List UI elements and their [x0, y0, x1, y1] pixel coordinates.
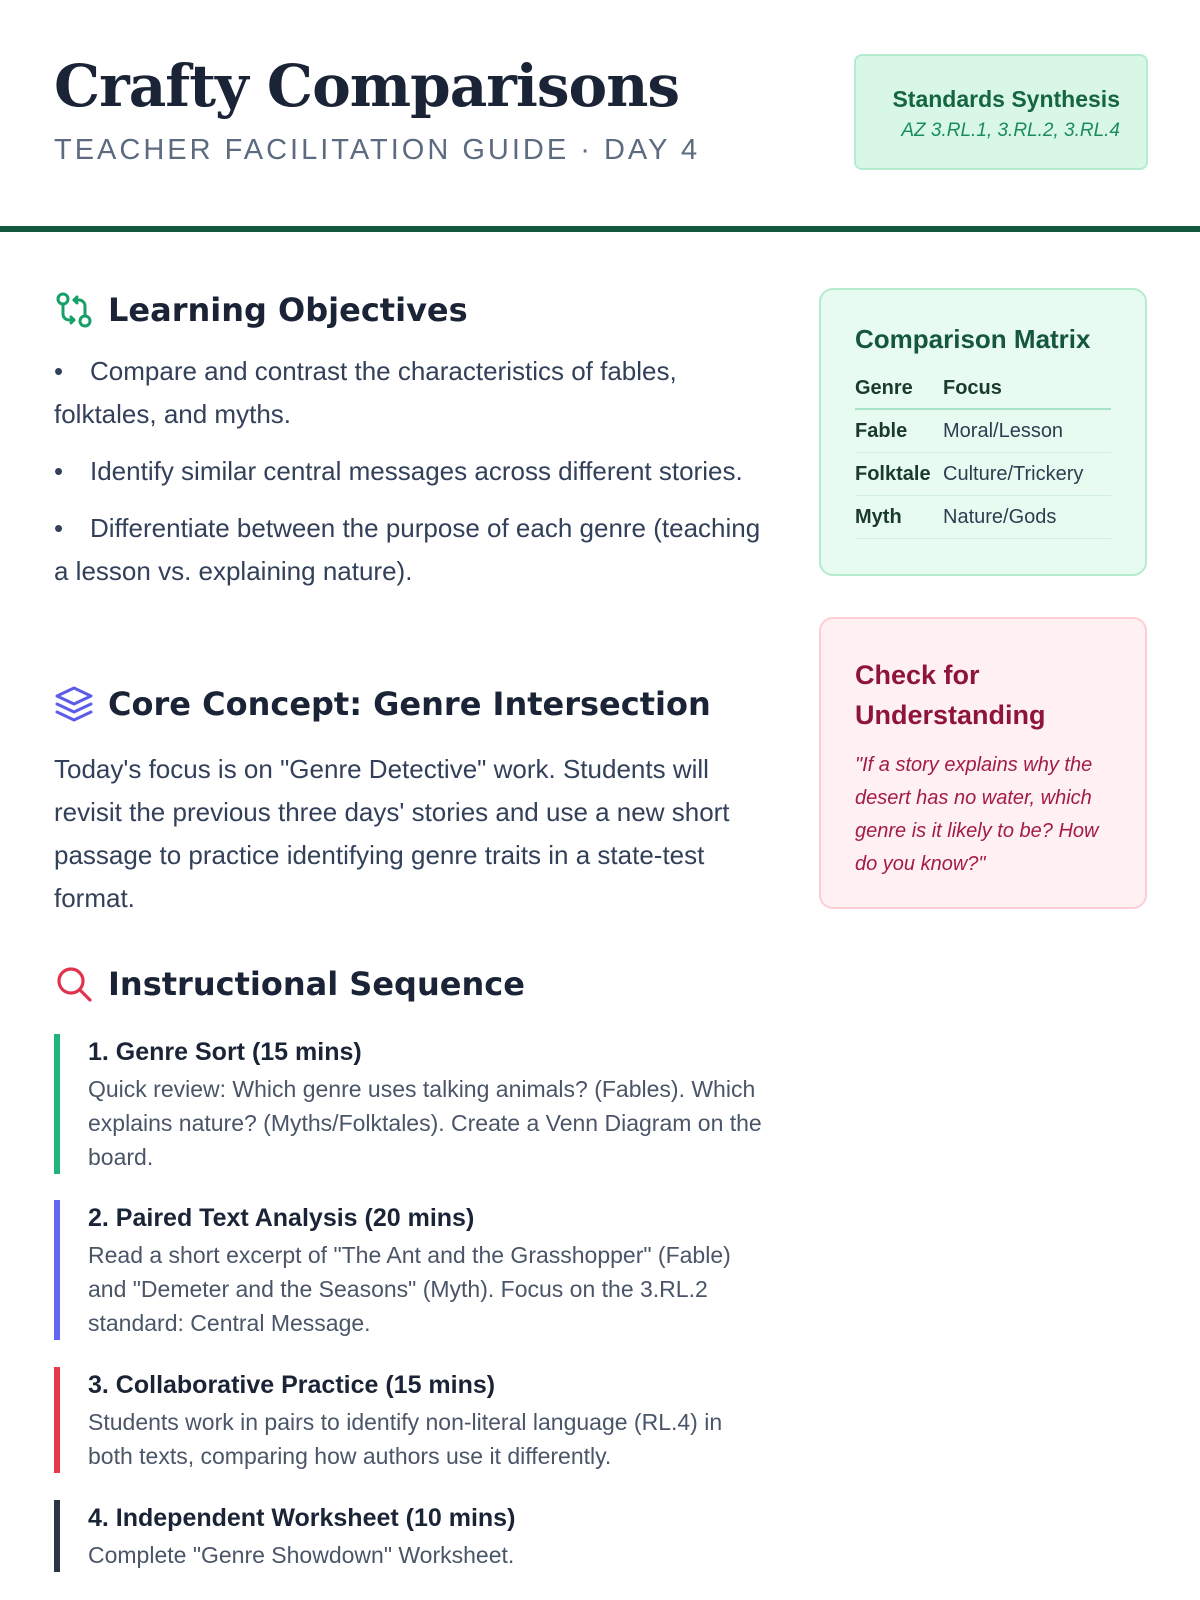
comparison-table — [855, 371, 1111, 539]
list-item — [54, 450, 764, 493]
page-subtitle: TEACHER FACILITATION GUIDE · DAY 4 — [54, 134, 701, 166]
objectives-list — [54, 350, 764, 607]
sequence-step-1 — [54, 1034, 772, 1174]
sequence-heading — [54, 964, 525, 1004]
concept-heading — [54, 684, 711, 724]
standards-badge — [854, 54, 1148, 170]
step-accent-bar — [54, 1367, 60, 1473]
table-row — [855, 496, 1111, 539]
column-header: Genre — [855, 371, 943, 409]
step-title: 3. Collaborative Practice (15 mins) — [88, 1371, 496, 1399]
objective-text: Compare and contrast the characteristics of fables, folktales, and myths. — [54, 356, 677, 429]
table-header-row — [855, 371, 1111, 409]
search-icon — [54, 964, 94, 1004]
bullet: • — [54, 513, 64, 543]
check-title: Check for Understanding — [855, 660, 1046, 730]
sequence-step-3 — [54, 1367, 772, 1473]
table-row — [855, 409, 1111, 453]
check-understanding-card — [819, 617, 1147, 909]
step-title: 1. Genre Sort (15 mins) — [88, 1038, 362, 1066]
list-item — [54, 507, 764, 593]
matrix-title: Comparison Matrix — [855, 324, 1091, 354]
objective-text: Identify similar central messages across different stories. — [90, 456, 743, 486]
bullet: • — [54, 456, 64, 486]
column-header: Focus — [943, 371, 1111, 409]
layers-icon — [54, 684, 94, 724]
step-description: Students work in pairs to identify non-literal language (RL.4) in both texts, comparing how authors use it differently. — [88, 1409, 723, 1469]
list-item — [54, 350, 764, 436]
check-question: "If a story explains why the desert has no water, which genre is it likely to be? How do you know?" — [855, 754, 1099, 875]
table-row — [855, 453, 1111, 496]
focus-cell: Culture/Trickery — [943, 453, 1111, 496]
step-title: 2. Paired Text Analysis (20 mins) — [88, 1204, 475, 1232]
concept-heading-text: Core Concept: Genre Intersection — [108, 685, 711, 723]
step-description: Read a short excerpt of "The Ant and the Grasshopper" (Fable) and "Demeter and the Seasons" (Myth). Focus on the 3.RL.2 standard: Central Message. — [88, 1242, 731, 1336]
objectives-heading-text: Learning Objectives — [108, 291, 468, 329]
step-accent-bar — [54, 1200, 60, 1340]
step-accent-bar — [54, 1500, 60, 1572]
genre-cell: Folktale — [855, 453, 943, 496]
step-accent-bar — [54, 1034, 60, 1174]
sequence-step-2 — [54, 1200, 772, 1340]
page-title: Crafty Comparisons — [54, 52, 680, 120]
objectives-heading — [54, 290, 468, 330]
step-description: Complete "Genre Showdown" Worksheet. — [88, 1542, 515, 1568]
standards-codes: AZ 3.RL.1, 3.RL.2, 3.RL.4 — [901, 120, 1120, 141]
genre-cell: Myth — [855, 496, 943, 539]
standards-title: Standards Synthesis — [892, 86, 1120, 112]
genre-cell: Fable — [855, 409, 943, 453]
git-compare-icon — [54, 290, 94, 330]
sequence-step-4 — [54, 1500, 772, 1572]
sequence-heading-text: Instructional Sequence — [108, 965, 525, 1003]
objective-text: Differentiate between the purpose of each genre (teaching a lesson vs. explaining nature). — [54, 513, 761, 586]
step-description: Quick review: Which genre uses talking animals? (Fables). Which explains nature? (Myths/Folktales). Create a Venn Diagram on the board. — [88, 1076, 762, 1170]
concept-paragraph: Today's focus is on "Genre Detective" work. Students will revisit the previous three days' stories and use a new short passage to practice identifying genre traits in a state-test format. — [54, 754, 730, 913]
focus-cell: Moral/Lesson — [943, 409, 1111, 453]
bullet: • — [54, 356, 64, 386]
focus-cell: Nature/Gods — [943, 496, 1111, 539]
page-header — [0, 0, 1200, 232]
comparison-matrix-card — [819, 288, 1147, 576]
step-title: 4. Independent Worksheet (10 mins) — [88, 1504, 516, 1532]
